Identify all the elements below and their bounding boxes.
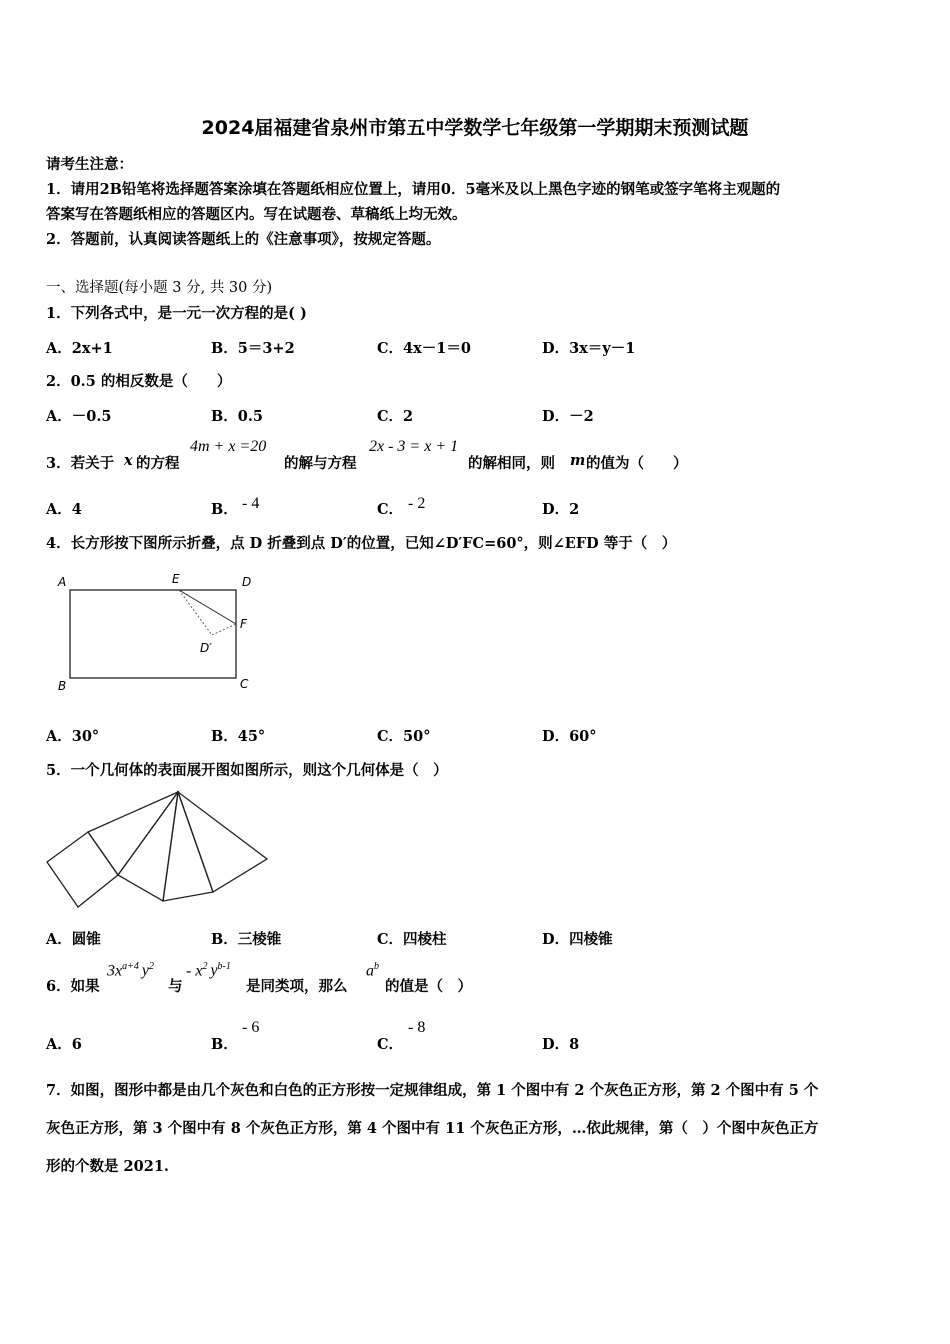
label-f: F (240, 617, 247, 631)
net-side-square (47, 832, 118, 907)
q4-rectangle-figure (50, 570, 260, 695)
q6-stem-part-b: 与 (168, 978, 183, 995)
q6-term-2 (186, 961, 231, 980)
q3-equation-1: 4m + x =20 (190, 438, 267, 455)
fold-line-ef (179, 590, 236, 624)
q6-stem-part-a: 6．如果 (46, 978, 100, 995)
q3-stem-part-d: 的解相同，则 (468, 455, 555, 472)
q6-option-c: C． (377, 1036, 404, 1053)
notice-line-2: 2．答题前，认真阅读答题纸上的《注意事项》，按规定答题。 (46, 231, 441, 248)
label-d: D (242, 575, 252, 589)
q4-option-a: A．30° (46, 728, 100, 745)
q2-stem: 2．0.5 的相反数是（ ） (46, 373, 232, 390)
label-a: A (58, 575, 67, 589)
q6-option-d: D．8 (542, 1036, 580, 1053)
label-c: C (240, 677, 249, 691)
net-face-4 (178, 792, 267, 892)
net-face-1 (88, 792, 178, 875)
q6-power (366, 961, 379, 980)
q4-stem: 4．长方形按下图所示折叠，点 D 折叠到点 D′的位置，已知∠D′FC=60°，则∠EFD 等于（ ） (46, 535, 677, 552)
q4-option-c: C．50° (377, 728, 431, 745)
q6-term-1-x-exp: a+4 (122, 961, 139, 972)
q3-stem-part-b: 的方程 (136, 455, 180, 472)
q3-stem-part-a: 3．若关于 (46, 455, 115, 472)
fold-line-d-prime-f (212, 624, 236, 635)
q6-power-exp: b (374, 961, 379, 972)
q6-option-b-value: - 6 (242, 1019, 260, 1036)
q7-line-3: 形的个数是 2021. (46, 1158, 169, 1175)
q3-option-c: C． (377, 501, 404, 518)
q1-option-a: A．2x+1 (46, 340, 113, 357)
q6-term-2-y-exp: b-1 (217, 961, 231, 972)
q6-term-2-x-exp: 2 (202, 961, 208, 972)
q2-option-b: B．0.5 (211, 408, 263, 425)
q1-option-b: B．5＝3+2 (211, 340, 295, 357)
net-face-2 (118, 792, 178, 901)
q1-stem: 1．下列各式中，是一元一次方程的是( ) (46, 305, 307, 322)
q3-variable-m: m (570, 452, 586, 469)
q2-option-a: A．－0.5 (46, 408, 112, 425)
q6-option-a: A．6 (46, 1036, 82, 1053)
q6-term-1-coef: 3x (107, 962, 123, 980)
q3-option-b-value: - 4 (242, 495, 260, 512)
q6-power-base: a (366, 962, 374, 980)
q7-line-2: 灰色正方形，第 3 个图中有 8 个灰色正方形，第 4 个图中有 11 个灰色正方形，…依此规律，第（ ）个图中灰色正方 (46, 1120, 819, 1137)
q5-stem: 5．一个几何体的表面展开图如图所示，则这个几何体是（ ） (46, 762, 448, 779)
q5-net-figure (40, 785, 300, 915)
q4-option-b: B．45° (211, 728, 266, 745)
q3-option-c-value: - 2 (408, 495, 426, 512)
q6-option-c-value: - 8 (408, 1019, 426, 1036)
q1-option-d: D．3x＝y－1 (542, 340, 636, 357)
q6-term-2-coef: - x (186, 962, 203, 980)
q5-option-d: D．四棱锥 (542, 931, 613, 948)
q6-term-1-y: y (141, 962, 149, 980)
q6-stem-part-c: 是同类项，那么 (246, 978, 348, 995)
q3-option-d: D．2 (542, 501, 580, 518)
q6-term-1 (107, 961, 154, 980)
section-heading: 一、选择题(每小题 3 分, 共 30 分) (46, 280, 273, 296)
q5-option-b: B．三棱锥 (211, 931, 282, 948)
q3-stem-part-e: 的值为（ ） (586, 455, 688, 472)
q5-option-c: C．四棱柱 (377, 931, 447, 948)
label-d-prime: D′ (200, 641, 212, 655)
q5-option-a: A．圆锥 (46, 931, 101, 948)
q7-line-1: 7．如图，图形中都是由几个灰色和白色的正方形按一定规律组成，第 1 个图中有 2 个灰色正方形，第 2 个图中有 5 个 (46, 1082, 819, 1099)
q2-option-c: C．2 (377, 408, 414, 425)
q2-option-d: D．－2 (542, 408, 594, 425)
q6-option-b: B． (211, 1036, 238, 1053)
notice-line-1b: 答案写在答题纸相应的答题区内。写在试题卷、草稿纸上均无效。 (46, 206, 467, 223)
q1-option-c: C．4x－1＝0 (377, 340, 471, 357)
page-title: 2024届福建省泉州市第五中学数学七年级第一学期期末预测试题 (201, 117, 749, 139)
q6-term-1-y-exp: 2 (148, 961, 154, 972)
q6-term-2-y: y (210, 962, 218, 980)
q3-variable-x: x (124, 452, 133, 469)
q3-option-a: A．4 (46, 501, 82, 518)
fold-line-ed-prime (179, 590, 212, 635)
notice-heading: 请考生注意： (46, 156, 133, 173)
label-b: B (58, 679, 67, 693)
net-face-3 (163, 792, 213, 901)
label-e: E (172, 572, 180, 586)
q4-option-d: D．60° (542, 728, 597, 745)
rectangle-abcd (70, 590, 236, 678)
q3-stem-part-c: 的解与方程 (284, 455, 357, 472)
q6-stem-part-d: 的值是（ ） (385, 978, 472, 995)
q3-equation-2: 2x - 3 = x + 1 (369, 438, 459, 455)
q3-option-b: B． (211, 501, 238, 518)
notice-line-1: 1．请用2B铅笔将选择题答案涂填在答题纸相应位置上，请用0．5毫米及以上黑色字迹的钢笔或签字笔将主观题的 (46, 181, 781, 198)
